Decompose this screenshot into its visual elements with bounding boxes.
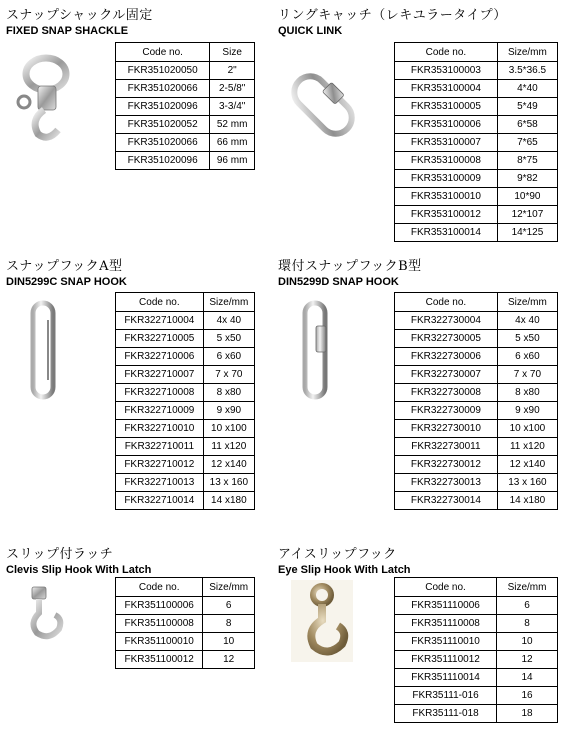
code-cell: FKR322710012 [116,456,204,474]
code-cell: FKR322710013 [116,474,204,492]
code-cell: FKR322710014 [116,492,204,510]
code-cell: FKR351110014 [395,669,497,687]
code-cell: FKR35111-016 [395,687,497,705]
spec-table-snap-hook-a [115,292,255,510]
size-cell: 6*58 [497,116,557,134]
table-row [395,687,558,705]
size-cell: 8 x80 [497,384,557,402]
section-en-title: QUICK LINK [278,25,343,37]
table-row [395,188,558,206]
table-header: Code no. [395,43,498,62]
table-row [116,384,255,402]
size-cell: 5 x50 [203,330,254,348]
table-row [395,402,558,420]
code-cell: FKR322730008 [395,384,498,402]
code-cell: FKR351110008 [395,615,497,633]
table-row [116,330,255,348]
code-cell: FKR353100008 [395,152,498,170]
code-cell: FKR351020096 [116,152,210,170]
table-row [395,170,558,188]
size-cell: 4x 40 [203,312,254,330]
section-en-title: DIN5299C SNAP HOOK [6,276,127,288]
size-cell: 16 [497,687,558,705]
size-cell: 4*40 [497,80,557,98]
spec-table-fixed-snap-shackle [115,42,255,170]
size-cell: 8 [497,615,558,633]
size-cell: 7 x 70 [203,366,254,384]
table-row [395,62,558,80]
code-cell: FKR351110006 [395,597,497,615]
section-jp-title: スリップ付ラッチ [6,547,114,562]
table-row [116,456,255,474]
size-cell: 12 [497,651,558,669]
code-cell: FKR322710006 [116,348,204,366]
size-cell: 7*65 [497,134,557,152]
code-cell: FKR351020050 [116,62,210,80]
code-cell: FKR351020096 [116,98,210,116]
table-header: Code no. [395,293,498,312]
spec-table-eye-slip-hook [394,577,558,723]
table-row [116,615,255,633]
section-en-title: FIXED SNAP SHACKLE [6,25,129,37]
table-row [395,366,558,384]
table-row [395,420,558,438]
code-cell: FKR351110010 [395,633,497,651]
table-row [395,224,558,242]
code-cell: FKR351020066 [116,80,210,98]
section-jp-title: スナップシャックル固定 [6,8,153,23]
table-row [116,62,255,80]
table-row [116,116,255,134]
size-cell: 52 mm [210,116,255,134]
code-cell: FKR353100003 [395,62,498,80]
size-cell: 10*90 [497,188,557,206]
code-cell: FKR351100012 [116,651,203,669]
spec-table-quick-link [394,42,558,242]
size-cell: 10 [203,633,255,651]
size-cell: 12 x140 [203,456,254,474]
section-en-title: Clevis Slip Hook With Latch [6,564,152,576]
table-header: Code no. [116,293,204,312]
table-row [116,474,255,492]
table-row [116,492,255,510]
code-cell: FKR351020066 [116,134,210,152]
size-cell: 5*49 [497,98,557,116]
quick-link-image [283,65,363,145]
table-row [395,348,558,366]
code-cell: FKR322730009 [395,402,498,420]
code-cell: FKR322730014 [395,492,498,510]
table-row [395,651,558,669]
size-cell: 2" [210,62,255,80]
code-cell: FKR353100007 [395,134,498,152]
snap-shackle-image [10,52,82,142]
table-row [116,402,255,420]
spec-table-snap-hook-b [394,292,558,510]
eye-slip-hook-image [291,580,353,662]
table-header: Code no. [116,43,210,62]
table-row [116,152,255,170]
table-header: Size/mm [203,293,254,312]
table-row [395,98,558,116]
code-cell: FKR353100010 [395,188,498,206]
size-cell: 2-5/8" [210,80,255,98]
table-header: Code no. [116,578,203,597]
table-row [116,80,255,98]
table-row [395,116,558,134]
size-cell: 9*82 [497,170,557,188]
size-cell: 4x 40 [497,312,557,330]
size-cell: 8 x80 [203,384,254,402]
section-en-title: Eye Slip Hook With Latch [278,564,411,576]
table-row [395,456,558,474]
snap-hook-b-image [298,300,332,400]
table-row [395,492,558,510]
table-row [116,438,255,456]
size-cell: 9 x90 [497,402,557,420]
size-cell: 13 x 160 [497,474,557,492]
size-cell: 14 [497,669,558,687]
table-row [395,615,558,633]
table-row [395,330,558,348]
table-header: Size/mm [497,578,558,597]
code-cell: FKR353100005 [395,98,498,116]
table-header: Size/mm [203,578,255,597]
size-cell: 96 mm [210,152,255,170]
size-cell: 66 mm [210,134,255,152]
size-cell: 5 x50 [497,330,557,348]
code-cell: FKR353100009 [395,170,498,188]
size-cell: 6 [497,597,558,615]
size-cell: 6 [203,597,255,615]
size-cell: 14 x180 [497,492,557,510]
code-cell: FKR351100006 [116,597,203,615]
table-row [116,366,255,384]
code-cell: FKR351100008 [116,615,203,633]
section-jp-title: スナップフックA型 [6,259,123,274]
code-cell: FKR322710005 [116,330,204,348]
table-row [395,134,558,152]
size-cell: 8*75 [497,152,557,170]
code-cell: FKR322710009 [116,402,204,420]
code-cell: FKR322710008 [116,384,204,402]
size-cell: 14*125 [497,224,557,242]
clevis-slip-hook-image [22,585,70,640]
size-cell: 12 [203,651,255,669]
code-cell: FKR353100004 [395,80,498,98]
table-row [395,633,558,651]
code-cell: FKR322730004 [395,312,498,330]
table-row [395,152,558,170]
size-cell: 14 x180 [203,492,254,510]
code-cell: FKR322730012 [395,456,498,474]
code-cell: FKR322710011 [116,438,204,456]
table-header: Code no. [395,578,497,597]
section-en-title: DIN5299D SNAP HOOK [278,276,399,288]
code-cell: FKR353100006 [395,116,498,134]
code-cell: FKR322730011 [395,438,498,456]
table-row [395,384,558,402]
table-header: Size [210,43,255,62]
code-cell: FKR322710004 [116,312,204,330]
table-row [395,669,558,687]
size-cell: 6 x60 [203,348,254,366]
size-cell: 10 x100 [203,420,254,438]
code-cell: FKR322730005 [395,330,498,348]
code-cell: FKR351020052 [116,116,210,134]
code-cell: FKR353100014 [395,224,498,242]
section-jp-title: リングキャッチ（レキユラータイプ） [278,8,507,23]
size-cell: 8 [203,615,255,633]
table-row [395,206,558,224]
table-row [395,80,558,98]
code-cell: FKR351110012 [395,651,497,669]
size-cell: 7 x 70 [497,366,557,384]
size-cell: 10 x100 [497,420,557,438]
table-row [116,633,255,651]
size-cell: 11 x120 [497,438,557,456]
size-cell: 12*107 [497,206,557,224]
table-header: Size/mm [497,293,557,312]
table-row [395,597,558,615]
table-row [116,420,255,438]
code-cell: FKR322710007 [116,366,204,384]
code-cell: FKR322730010 [395,420,498,438]
code-cell: FKR322710010 [116,420,204,438]
code-cell: FKR353100012 [395,206,498,224]
table-row [395,312,558,330]
table-row [116,312,255,330]
code-cell: FKR35111-018 [395,705,497,723]
table-row [116,348,255,366]
table-row [116,134,255,152]
size-cell: 12 x140 [497,456,557,474]
table-row [395,705,558,723]
size-cell: 9 x90 [203,402,254,420]
code-cell: FKR322730013 [395,474,498,492]
spec-table-clevis-slip-hook [115,577,255,669]
code-cell: FKR322730006 [395,348,498,366]
code-cell: FKR322730007 [395,366,498,384]
size-cell: 3-3/4" [210,98,255,116]
table-row [116,597,255,615]
size-cell: 3.5*36.5 [497,62,557,80]
snap-hook-a-image [28,300,58,400]
table-row [116,651,255,669]
table-row [395,438,558,456]
size-cell: 13 x 160 [203,474,254,492]
section-jp-title: アイスリップフック [278,547,397,562]
size-cell: 11 x120 [203,438,254,456]
code-cell: FKR351100010 [116,633,203,651]
table-row [395,474,558,492]
size-cell: 6 x60 [497,348,557,366]
table-header: Size/mm [497,43,557,62]
section-jp-title: 環付スナップフックB型 [278,259,422,274]
size-cell: 18 [497,705,558,723]
table-row [116,98,255,116]
size-cell: 10 [497,633,558,651]
